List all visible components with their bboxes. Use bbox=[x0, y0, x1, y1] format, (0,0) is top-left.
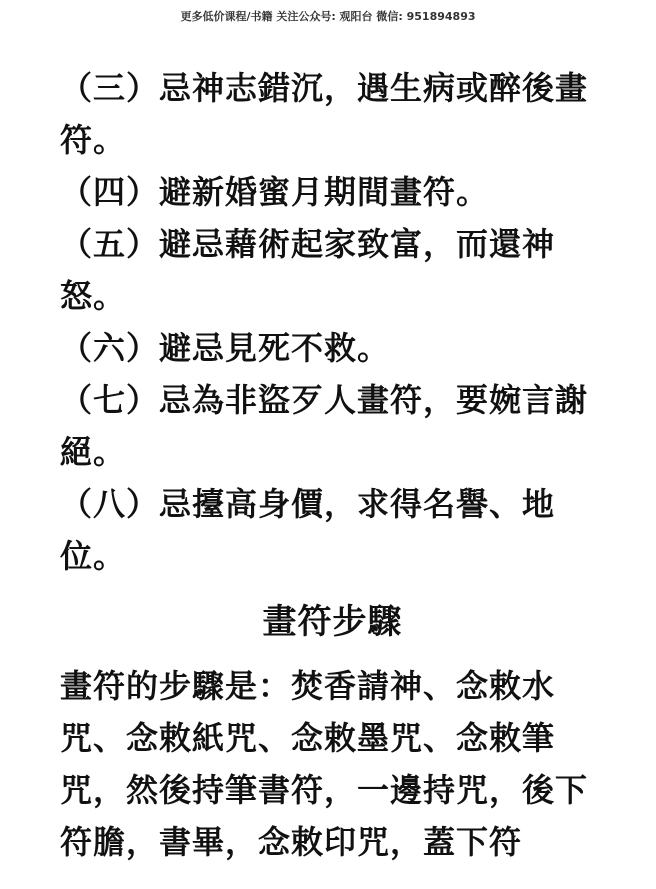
rule-item-8: （八）忌擡高身價，求得名譽、地位。 bbox=[60, 485, 556, 575]
rule-item-3: （三）忌神志錯沉，遇生病或醉後畫符。 bbox=[60, 69, 589, 159]
page-header: 更多低价课程/书籍 关注公众号: 观阳台 微信: 951894893 bbox=[180, 10, 476, 23]
section-title: 畫符步驟 bbox=[262, 602, 403, 642]
document-body bbox=[60, 62, 605, 868]
rule-item-5: （五）避忌藉術起家致富，而還神怒。 bbox=[60, 225, 556, 315]
rule-item-6: （六）避忌見死不救。 bbox=[60, 329, 391, 367]
rule-item-4: （四）避新婚蜜月期間畫符。 bbox=[60, 173, 490, 211]
rule-item-7: （七）忌為非盜歹人畫符，要婉言謝絕。 bbox=[60, 381, 589, 471]
section-body: 畫符的步驟是：焚香請神、念敕水咒、念敕紙咒、念敕墨咒、念敕筆咒，然後持筆書符，一邊持咒，後下符膽，書畢，念敕印咒，蓋下符 bbox=[60, 667, 589, 861]
